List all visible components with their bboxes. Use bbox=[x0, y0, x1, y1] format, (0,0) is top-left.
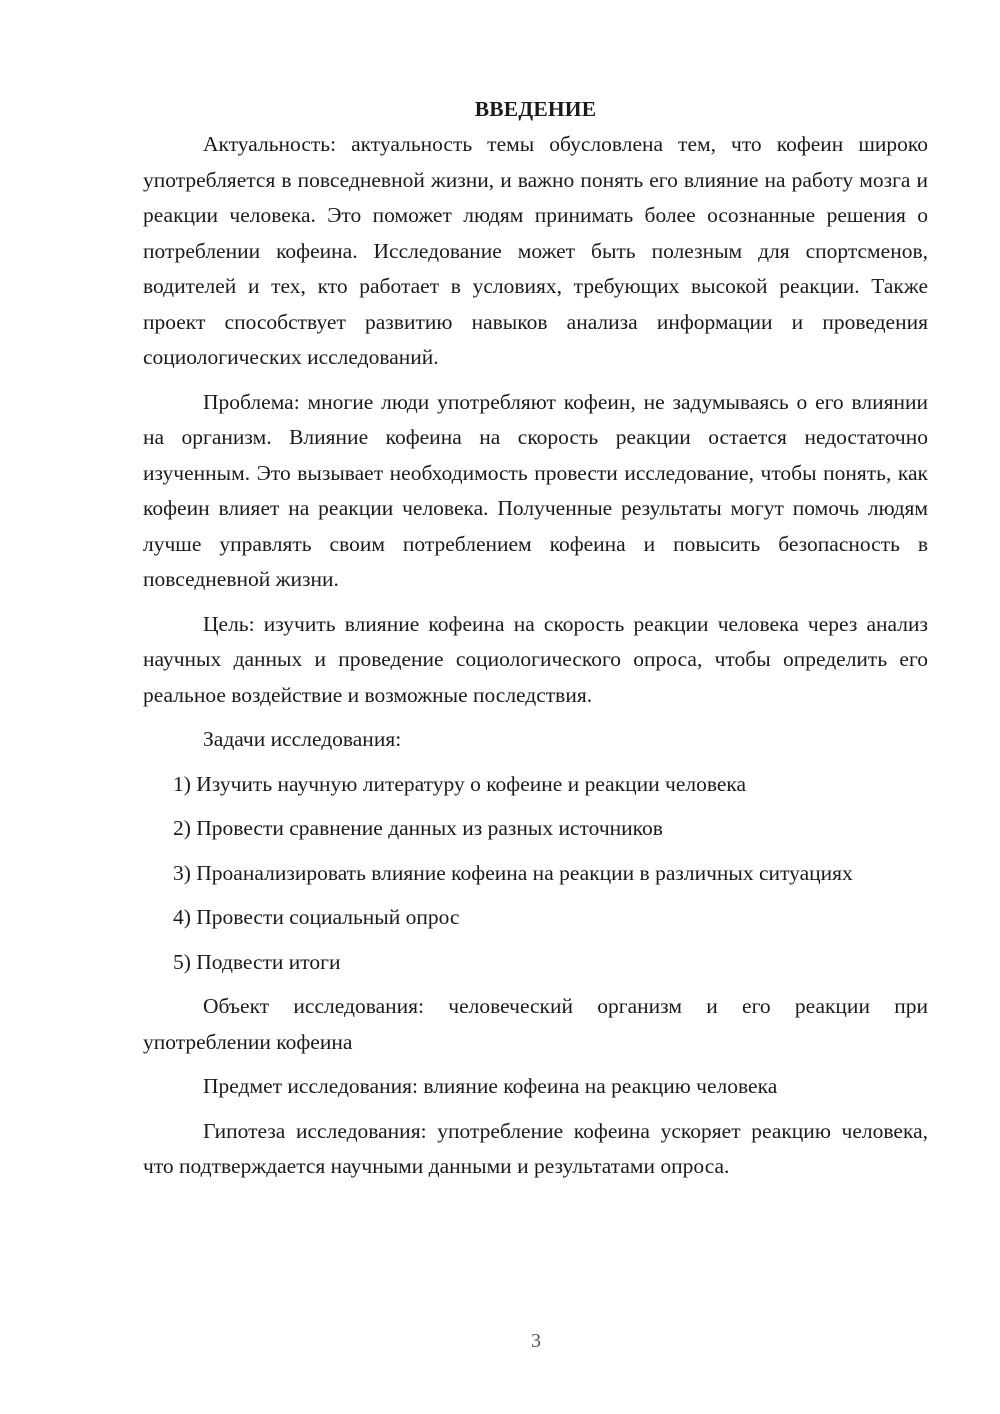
task-item-5: 5) Подвести итоги bbox=[173, 949, 341, 974]
paragraph-tasks-heading: Задачи исследования: bbox=[203, 727, 402, 751]
page-number: 3 bbox=[531, 1330, 541, 1352]
task-item-3: 3) Проанализировать влияние кофеина на реакции в различных ситуациях bbox=[173, 860, 853, 885]
task-item-2: 2) Провести сравнение данных из разных источников bbox=[173, 816, 663, 840]
task-item-1: 1) Изучить научную литературу о кофеине и реакции человека bbox=[173, 771, 747, 796]
section-title: ВВЕДЕНИЕ bbox=[474, 97, 597, 121]
paragraph-goal: Цель: изучить влияние кофеина на скорость реакции человека через анализ научных данных и проведение социологического опроса, чтобы определить его реальное воздействие и возможные последствия. bbox=[143, 611, 928, 707]
task-item-4: 4) Провести социальный опрос bbox=[173, 905, 460, 929]
paragraph-subject: Предмет исследования: влияние кофеина на реакцию человека bbox=[203, 1074, 778, 1098]
paragraph-hypothesis: Гипотеза исследования: употребление кофеина ускоряет реакцию человека, что подтверждается научными данными и результатами опроса. bbox=[143, 1118, 928, 1178]
paragraph-relevance: Актуальность: актуальность темы обусловлена тем, что кофеин широко употребляется в повседневной жизни, и важно понять его влияние на работу мозга и реакции человека. Это поможет людям принимать более осознанные решения о потреблении кофеина. Исследование может быть полезным для спортсменов, водителей и тех, кто работает в условиях, требующих высокой реакции. Также проект способствует развитию навыков анализа информации и проведения социологических исследований. bbox=[143, 132, 928, 369]
paragraph-problem: Проблема: многие люди употребляют кофеин, не задумываясь о его влиянии на организм. Влияние кофеина на скорость реакции остается недостаточно изученным. Это вызывает необходимость провести исследование, чтобы понять, как кофеин влияет на реакции человека. Полученные результаты могут помочь людям лучше управлять своим потреблением кофеина и повысить безопасность в повседневной жизни. bbox=[143, 389, 928, 591]
paragraph-object: Объект исследования: человеческий организм и его реакции при употреблении кофеина bbox=[143, 994, 928, 1054]
document-page bbox=[143, 92, 928, 1185]
